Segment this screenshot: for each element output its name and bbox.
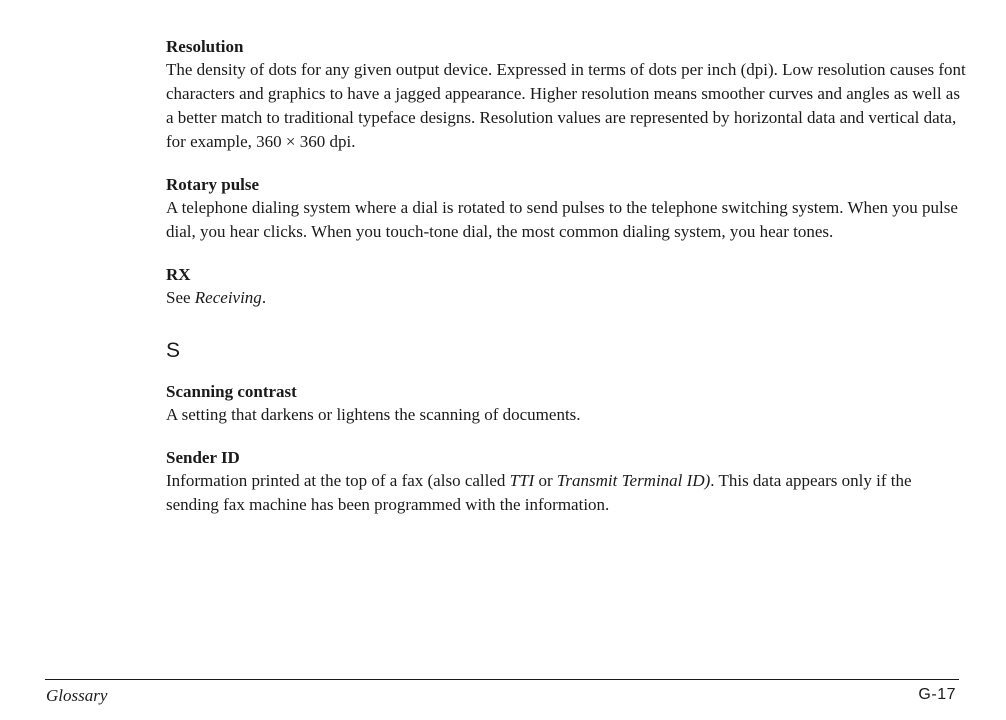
glossary-content [166, 36, 966, 537]
glossary-term: RX [166, 265, 191, 284]
definition-text: . This data appears only if the sending fax machine has been programmed with the information. [166, 471, 912, 514]
definition-text: See [166, 288, 195, 307]
glossary-entry [166, 447, 966, 517]
glossary-definition [166, 469, 966, 517]
definition-text: Information printed at the top of a fax (also called [166, 471, 510, 490]
glossary-entry [166, 36, 966, 154]
glossary-entry [166, 174, 966, 244]
glossary-term: Scanning contrast [166, 382, 297, 401]
glossary-term: Rotary pulse [166, 175, 260, 194]
entries-r [166, 36, 966, 310]
definition-text: A telephone dialing system where a dial is rotated to send pulses to the telephone switching system. When you pulse dial, you hear clicks. When you touch-tone dial, the most common dialing system, you hear tones. [166, 198, 958, 241]
glossary-definition [166, 286, 966, 310]
definition-italic-text: Receiving [194, 288, 262, 307]
glossary-entry [166, 264, 966, 310]
definition-text: A setting that darkens or lightens the scanning of documents. [166, 405, 581, 424]
glossary-term: Resolution [166, 37, 244, 56]
definition-italic-text: TTI [509, 471, 535, 490]
definition-text: . [261, 288, 267, 307]
glossary-entry [166, 381, 966, 427]
glossary-definition [166, 403, 966, 427]
entries-s [166, 381, 966, 517]
glossary-definition [166, 196, 966, 244]
definition-text: or [534, 471, 557, 490]
glossary-definition [166, 58, 966, 154]
section-letter-heading: S [166, 339, 181, 362]
definition-text: The density of dots for any given output device. Expressed in terms of dots per inch (dpi). Low resolution causes font characters and graphics to have a jagged appearance. Higher resolution means smoother curves and angles as well as a better match to traditional typeface designs. Resolution values are represented by horizontal data and vertical data, for example, 360 × 360 dpi. [166, 60, 966, 151]
glossary-term: Sender ID [166, 448, 240, 467]
definition-italic-text: Transmit Terminal ID) [556, 471, 711, 490]
footer-page-number: G-17 [918, 686, 956, 703]
footer-divider [45, 679, 959, 680]
footer-section-name: Glossary [46, 686, 108, 705]
